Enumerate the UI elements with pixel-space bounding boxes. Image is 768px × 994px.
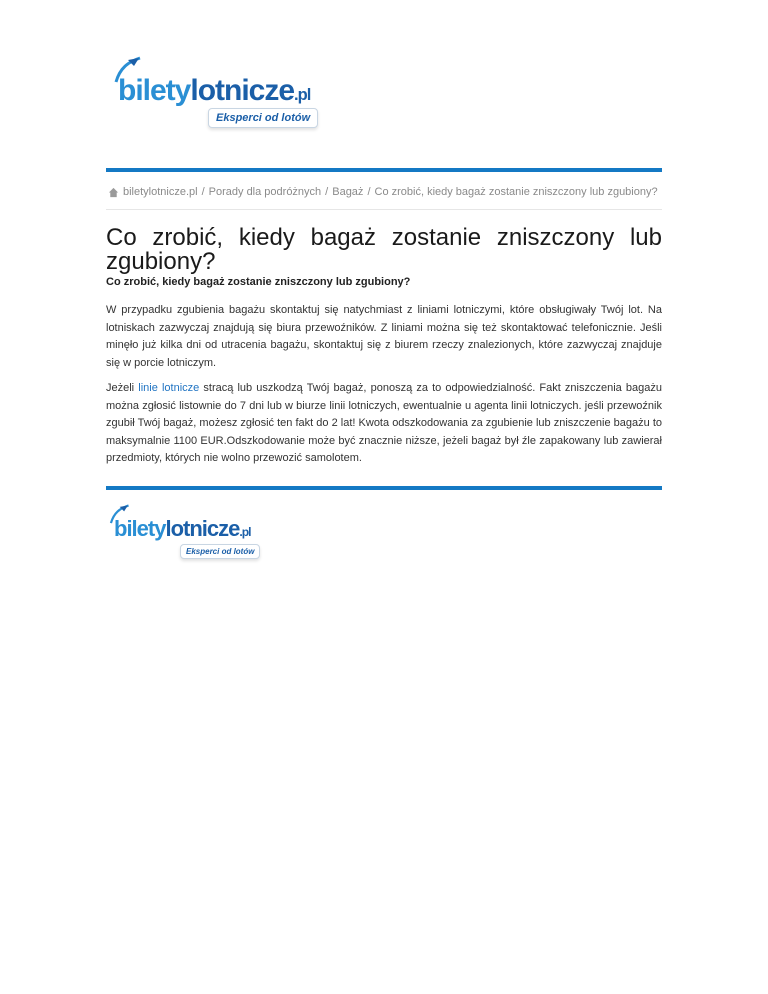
article-subtitle: Co zrobić, kiedy bagaż zostanie zniszczony lub zgubiony? xyxy=(106,276,411,288)
breadcrumb-item-bagaz[interactable]: Bagaż xyxy=(332,186,364,198)
breadcrumb-home[interactable]: biletylotnicze.pl xyxy=(123,186,198,198)
breadcrumb-separator: / xyxy=(201,186,205,198)
breadcrumb-divider xyxy=(106,209,662,210)
logo-tagline: Eksperci od lotów xyxy=(180,544,260,559)
logo-tagline: Eksperci od lotów xyxy=(208,108,318,128)
breadcrumb xyxy=(108,186,668,198)
breadcrumb-item-current: Co zrobić, kiedy bagaż zostanie zniszczony lub zgubiony? xyxy=(374,186,658,198)
article-paragraph-2 xyxy=(106,380,662,468)
footer-divider xyxy=(106,486,662,490)
header-divider xyxy=(106,168,662,172)
home-icon xyxy=(108,187,119,198)
breadcrumb-separator: / xyxy=(367,186,371,198)
linie-lotnicze-link[interactable]: linie lotnicze xyxy=(138,382,200,394)
page-title: Co zrobić, kiedy bagaż zostanie zniszczony lub zgubiony? xyxy=(106,224,662,275)
article-paragraph-1: W przypadku zgubienia bagażu skontaktuj się natychmiast z liniami lotniczymi, które obsługiwały Twój lot. Na lotniskach zazwyczaj znajdują się biura przewoźników. Z liniami można się też skontaktować telefonicznie. Jeśli minęło już kilka dni od utracenia bagażu, skontaktuj się z biurem rzeczy znalezionych, które zazwyczaj znajduje się w porcie lotniczym. xyxy=(106,304,662,369)
breadcrumb-separator: / xyxy=(325,186,329,198)
paragraph-2-body: stracą lub uszkodzą Twój bagaż, ponoszą za to odpowiedzialność. Fakt zniszczenia bagażu można zgłosić listownie do 7 dni lub w biurze linii lotniczych, ewentualnie u agenta linii lotniczych. jeśli przewoźnik zgubił Twój bagaż, możesz zgłosić ten fakt do 2 lat! Kwota odszkodowania za zgubienie lub zniszczenie bagażu to maksymalnie 1100 EUR.Odszkodowanie może być znacznie niższe, jeżeli bagaż był źle zapakowany lub zawierał przedmioty, których nie wolno przewozić samolotem. xyxy=(106,382,662,464)
breadcrumb-item-porady[interactable]: Porady dla podróżnych xyxy=(208,186,322,198)
logo-wordmark: biletylotnicze.pl xyxy=(114,516,251,541)
paragraph-2-prefix: Jeżeli xyxy=(106,382,139,394)
site-logo[interactable] xyxy=(104,56,324,132)
footer-logo[interactable] xyxy=(104,506,264,562)
logo-wordmark: biletylotnicze.pl xyxy=(118,74,311,107)
